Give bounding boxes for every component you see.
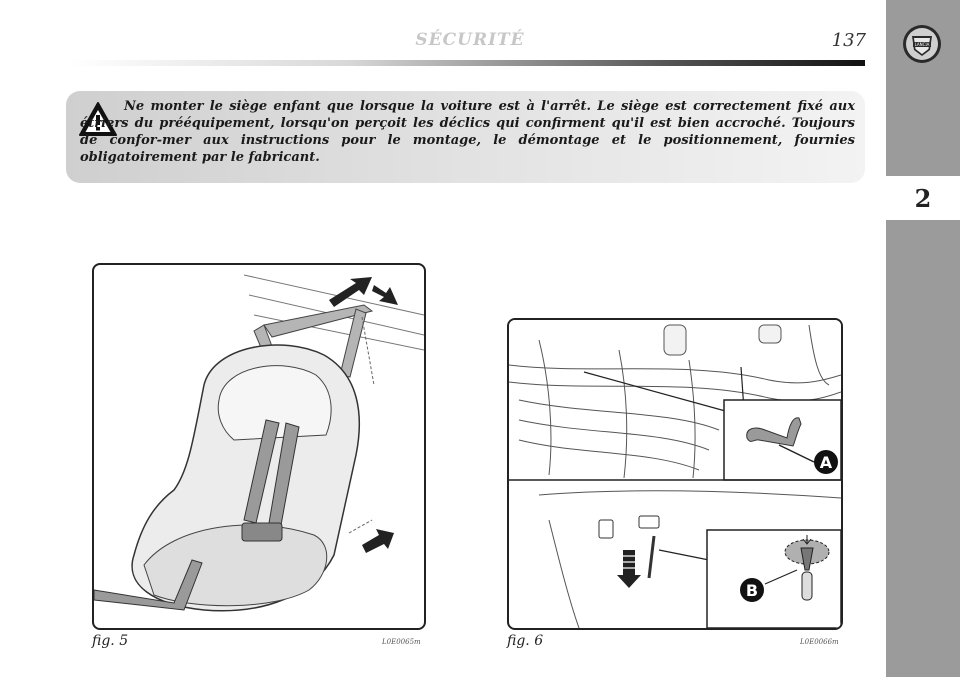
figure-5-code: L0E0065m [382,638,421,646]
page-number: 137 [831,30,866,51]
figure-6-caption: fig. 6 [507,633,544,649]
figure-5-illustration [92,263,426,630]
header-rule [70,60,865,66]
figure-5-caption: fig. 5 [92,633,129,649]
figure-6-code: L0E0066m [800,638,839,646]
lancia-logo-text: LANCIA [914,42,930,47]
warning-text: Ne monter le siège enfant que lorsque la voiture est à l'arrêt. Le siège est correctement fixé aux étriers du prééquipement, lorsqu'on perçoit les déclics qui confirment qu'il est bien accroché. Toujours de confor-mer aux instructions pour le montage, le démontage et le positionnement, fournies obligatoirement par le fabricant. [80,99,855,165]
lancia-shield-icon [902,24,942,64]
figure-6-illustration [507,318,843,630]
chapter-number: 2 [886,176,960,220]
figure-6-label-b: B [745,581,759,600]
section-title: SÉCURITÉ [415,30,525,50]
figure-6-label-a: A [819,453,833,472]
side-tab [886,0,960,677]
